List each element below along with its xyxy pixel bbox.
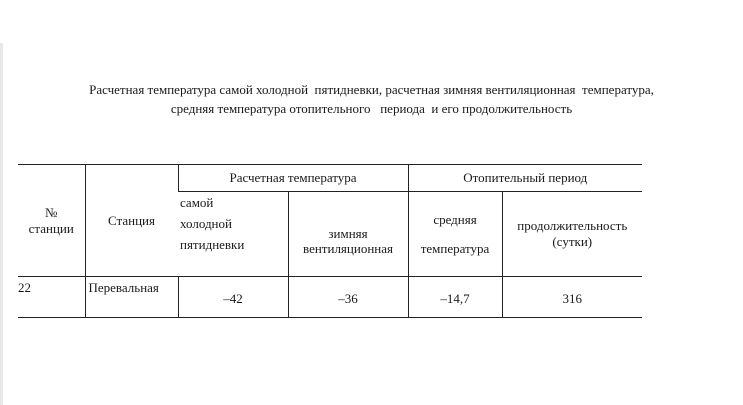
header-coldest-five-days [178,192,288,277]
header-average-line2: температура [420,241,490,256]
title-line-2: средняя температура отопительного периода и его продолжительность [170,101,573,116]
document-title [10,80,733,118]
header-station-number [18,165,85,277]
page-edge [0,43,3,405]
header-station: Станция [85,165,178,277]
cell-coldest-five-days: –42 [178,277,288,318]
header-winter-ventilation [288,192,408,277]
cell-average-temperature: –14,7 [408,277,502,318]
cell-winter-ventilation: –36 [288,277,408,318]
cell-station-name: Перевальная [85,277,178,318]
header-heating-period: Отопительный период [408,165,642,192]
header-winter-vent-line2: вентиляционная [303,241,393,256]
header-duration-line1: продолжительность [517,218,628,233]
header-coldest-line2: холодной [180,216,232,231]
header-duration [502,192,642,277]
header-station-number-line2: станции [28,220,74,236]
header-average-temperature [408,192,502,277]
climate-table [18,164,642,318]
header-average-line1: средняя [433,212,477,227]
header-row-1 [18,165,642,192]
table-row [18,277,642,318]
header-winter-vent-line1: зимняя [328,226,368,241]
header-coldest-line3: пятидневки [180,237,245,252]
cell-duration: 316 [502,277,642,318]
cell-station-number: 22 [18,277,85,318]
header-duration-line2: (сутки) [552,234,593,249]
header-station-number-line1: № [45,204,58,220]
header-coldest-line1: самой [180,195,214,210]
header-design-temperature: Расчетная температура [178,165,408,192]
title-line-1: Расчетная температура самой холодной пятидневки, расчетная зимняя вентиляционная температура, [89,82,654,97]
